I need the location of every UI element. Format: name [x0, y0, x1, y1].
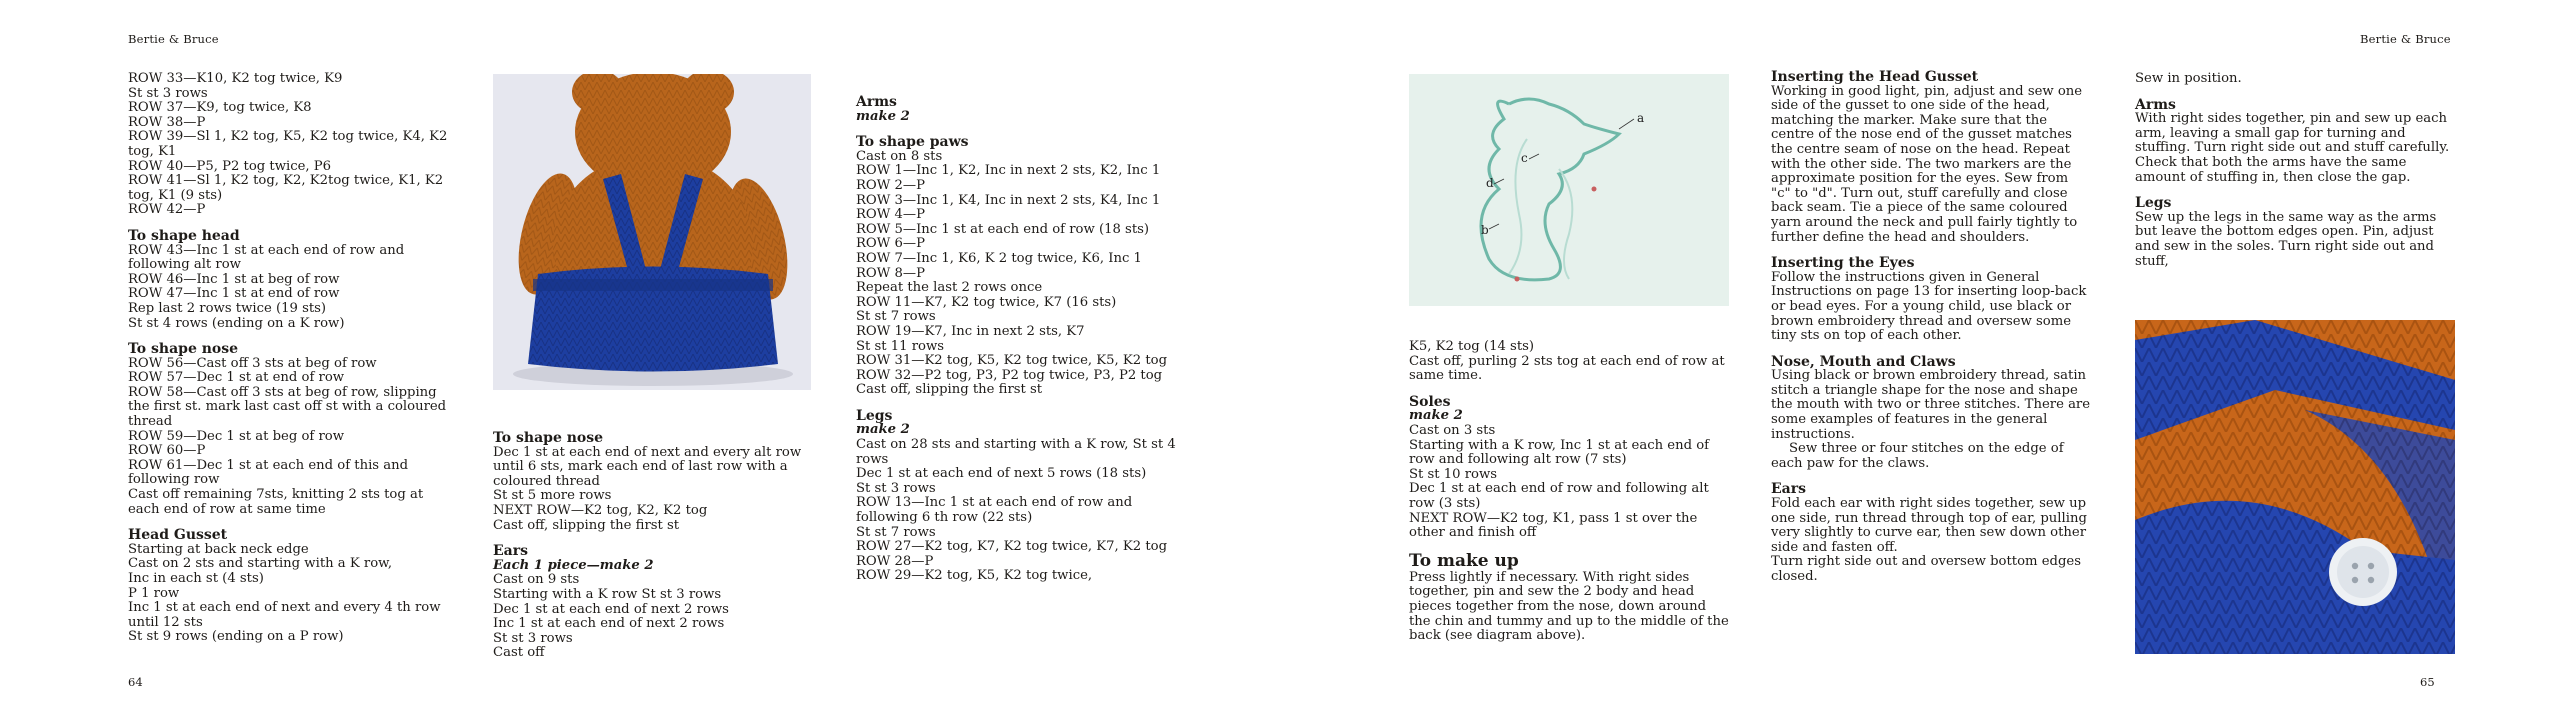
pattern-line: ROW 27—K2 tog, K7, K2 tog twice, K7, K2 tog [856, 539, 1168, 555]
section-heading: Nose, Mouth and Claws [1771, 353, 1956, 370]
pattern-line: ROW 32—P2 tog, P3, P2 tog twice, P3, P2 tog [856, 367, 1163, 383]
pattern-line: ROW 31—K2 tog, K5, K2 tog twice, K5, K2 tog [856, 353, 1168, 369]
pattern-line: Working in good light, pin, adjust and sew one side of the gusset to one side of the head, matching the marker. Make sure that the centre of the nose end of the gusset matches the centre seam of nose on the head. Repeat with the other side. The two markers are the approximate position for the eyes. Sew from "c" to "d". Turn out, stuff carefully and close back seam. Tie a piece of the same coloured yarn around the neck and pull fairly tightly to further define the head and shoulders. [1771, 83, 2083, 245]
pattern-line: ROW 11—K7, K2 tog twice, K7 (16 sts) [856, 294, 1117, 310]
pattern-line: Repeat the last 2 rows once [856, 280, 1043, 296]
pattern-line: Cast on 9 sts [493, 572, 580, 588]
pattern-line: ROW 46—Inc 1 st at beg of row [128, 271, 340, 287]
pattern-line: Inc in each st (4 sts) [128, 571, 264, 586]
page-number-left: 64 [128, 675, 143, 689]
section-heading: Legs [2135, 195, 2172, 212]
pattern-line: With right sides together, pin and sew up each arm, leaving a small gap for turning and stuffing. Turn right side out and stuff carefully. Check that both the arms have the same amount of stuffing in, then close the gap. [2135, 111, 2450, 185]
section-heading: Inserting the Head Gusset [1771, 69, 1979, 85]
pattern-line: Rep last 2 rows twice (19 sts) [128, 300, 327, 316]
pattern-line: St st 10 rows [1409, 466, 1498, 482]
pattern-line: ROW 59—Dec 1 st at beg of row [128, 428, 345, 444]
pattern-line: ROW 8—P [856, 265, 925, 281]
pattern-line: ROW 43—Inc 1 st at each end of row and following alt row [128, 242, 405, 273]
bear-back-illustration [493, 74, 811, 390]
pattern-line: St st 4 rows (ending on a K row) [128, 315, 345, 331]
instruction-note: make 2 [856, 108, 910, 124]
pattern-line: St st 7 rows [856, 309, 936, 325]
pattern-line: ROW 57—Dec 1 st at end of row [128, 370, 345, 386]
pattern-line: ROW 60—P [128, 443, 206, 459]
section-heading: To shape nose [493, 430, 604, 446]
pattern-line: Cast off [493, 645, 545, 661]
pattern-line: ROW 47—Inc 1 st at end of row [128, 286, 340, 302]
pattern-line: Dec 1 st at each end of next 5 rows (18 sts) [856, 466, 1147, 482]
closeup-illustration [2135, 320, 2455, 654]
text-column-2 [493, 420, 811, 661]
diagram-label-a: a [1637, 111, 1645, 125]
pattern-line: Cast off, purling 2 sts tog at each end of row at same time. [1409, 353, 1725, 384]
pattern-line: St st 3 rows [493, 630, 573, 646]
button-closeup-photo [2135, 320, 2455, 654]
pattern-line: ROW 37—K9, tog twice, K8 [128, 100, 312, 116]
pattern-line: Dec 1 st at each end of next 2 rows [493, 601, 729, 617]
pattern-line: Cast off, slipping the first st [856, 382, 1043, 398]
pattern-line: Starting with a K row St st 3 rows [493, 586, 722, 602]
section-heading: To shape nose [128, 341, 239, 358]
pattern-line: St st 3 rows [856, 480, 936, 496]
pattern-line: ROW 19—K7, Inc in next 2 sts, K7 [856, 323, 1085, 339]
pattern-line: Inc 1 st at each end of next 2 rows [493, 616, 725, 632]
pattern-line: Sew three or four stitches on the edge of each paw for the claws. [1771, 441, 2064, 471]
running-head-left: Bertie & Bruce [128, 32, 219, 46]
pattern-line: ROW 40—P5, P2 tog twice, P6 [128, 158, 332, 174]
bear-back-photo [493, 74, 811, 390]
pattern-line: NEXT ROW—K2 tog, K2, K2 tog [493, 502, 708, 518]
pattern-line: ROW 1—Inc 1, K2, Inc in next 2 sts, K2, Inc 1 [856, 163, 1161, 179]
text-column-1 [128, 72, 450, 645]
pattern-line: ROW 3—Inc 1, K4, Inc in next 2 sts, K4, Inc 1 [856, 192, 1161, 208]
instruction-note: make 2 [856, 422, 910, 438]
pattern-line: ROW 29—K2 tog, K5, K2 tog twice, [856, 568, 1093, 584]
pattern-line: ROW 28—P [856, 553, 934, 569]
pattern-line: ROW 56—Cast off 3 sts at beg of row [128, 355, 377, 371]
pattern-line: NEXT ROW—K2 tog, K1, pass 1 st over the other and finish off [1409, 510, 1698, 541]
pattern-line: Press lightly if necessary. With right sides together, pin and sew the 2 body and head pieces together from the nose, down around the chin and tummy and up to the middle of the back (see diagram above). [1409, 569, 1729, 644]
pattern-line: ROW 5—Inc 1 st at each end of row (18 sts) [856, 221, 1150, 237]
pattern-line: Using black or brown embroidery thread, satin stitch a triangle shape for the nose and shape the mouth with two or three stitches. There are some examples of features in the general instructions. [1771, 368, 2091, 442]
pattern-line: St st 9 rows (ending on a P row) [128, 629, 344, 645]
pattern-line: ROW 4—P [856, 207, 925, 223]
page-number-right: 65 [2420, 675, 2435, 689]
pattern-line: Sew up the legs in the same way as the arms but leave the bottom edges open. Pin, adjust and sew in the soles. Turn right side out and stuff, [2135, 209, 2437, 269]
section-subheading: To shape paws [856, 134, 969, 151]
pattern-line: Starting at back neck edge [128, 541, 309, 557]
running-head-right: Bertie & Bruce [2360, 32, 2451, 46]
text-column-6 [2135, 72, 2457, 269]
instruction-note: make 2 [1409, 408, 1463, 424]
diagram-label-d: d [1486, 176, 1494, 190]
diagram-label-c: c [1521, 151, 1528, 165]
pattern-line: ROW 6—P [856, 236, 925, 252]
pattern-line: Dec 1 st at each end of next and every alt row until 6 sts, mark each end of last row with a coloured thread [493, 444, 802, 489]
pattern-line: ROW 39—Sl 1, K2 tog, K5, K2 tog twice, K4, K2 tog, K1 [128, 129, 448, 159]
diagram-label-b: b [1481, 223, 1489, 237]
pattern-line: Cast off, slipping the first st [493, 517, 680, 533]
pattern-line: ROW 13—Inc 1 st at each end of row and following 6 th row (22 sts) [856, 495, 1133, 526]
pattern-line: Follow the instructions given in General Instructions on page 13 for inserting loop-back or bead eyes. For a young child, use black or brown embroidery thread and oversew some tiny sts on top of each other. [1771, 269, 2087, 344]
section-heading: Inserting the Eyes [1771, 255, 1915, 272]
pattern-line: Sew in position. [2135, 71, 2242, 86]
pattern-line: ROW 2—P [856, 177, 925, 193]
pattern-line: ROW 58—Cast off 3 sts at beg of row, slipping the first st. mark last cast off st with a coloured thread [128, 384, 447, 430]
pattern-line: Inc 1 st at each end of next and every 4 th row until 12 sts [128, 600, 441, 630]
pattern-line: Turn right side out and oversew bottom edges closed. [1771, 554, 2081, 584]
pattern-line: K5, K2 tog (14 sts) [1409, 339, 1535, 354]
pattern-line: St st 11 rows [856, 338, 945, 354]
section-heading: Ears [1771, 481, 1806, 498]
bear-outline-diagram [1409, 74, 1729, 306]
section-heading: Head Gusset [128, 527, 228, 544]
pattern-line: ROW 42—P [128, 202, 206, 218]
section-heading: To make up [1409, 550, 1519, 571]
pattern-line: St st 3 rows [128, 85, 208, 101]
section-heading: Arms [2135, 96, 2176, 113]
pattern-line: Starting with a K row, Inc 1 st at each end of row and following alt row (7 sts) [1409, 437, 1710, 468]
section-heading: Arms [856, 94, 897, 110]
text-column-4 [1409, 340, 1729, 644]
text-column-5 [1771, 70, 2091, 585]
section-heading: Ears [493, 543, 528, 560]
section-heading: Soles [1409, 393, 1451, 410]
pattern-line: Cast on 28 sts and starting with a K row, St st 4 rows [856, 437, 1176, 467]
pattern-line: ROW 7—Inc 1, K6, K 2 tog twice, K6, Inc 1 [856, 250, 1142, 266]
pattern-line: ROW 61—Dec 1 st at each end of this and following row [128, 457, 409, 488]
pattern-line: St st 5 more rows [493, 488, 612, 504]
section-heading: To shape head [128, 227, 240, 244]
pattern-line: Fold each ear with right sides together, sew up one side, run thread through top of ear, pulling very slightly to curve ear, then sew down other side and fasten off. [1771, 496, 2087, 555]
make-up-diagram [1409, 74, 1729, 306]
pattern-line: Cast on 2 sts and starting with a K row, [128, 556, 393, 572]
pattern-line: ROW 41—Sl 1, K2 tog, K2, K2tog twice, K1, K2 tog, K1 (9 sts) [128, 173, 444, 203]
pattern-line: Cast on 8 sts [856, 148, 943, 164]
pattern-line: ROW 38—P [128, 114, 206, 130]
instruction-note: Each 1 piece—make 2 [493, 557, 654, 573]
text-column-3 [856, 84, 1178, 584]
pattern-line: Dec 1 st at each end of row and following alt row (3 sts) [1409, 481, 1709, 511]
pattern-line: P 1 row [128, 585, 180, 601]
section-heading: Legs [856, 407, 893, 424]
pattern-line: ROW 33—K10, K2 tog twice, K9 [128, 71, 343, 86]
pattern-line: Cast off remaining 7sts, knitting 2 sts tog at each end of row at same time [128, 487, 424, 517]
pattern-line: Cast on 3 sts [1409, 422, 1496, 438]
pattern-line: St st 7 rows [856, 524, 936, 540]
